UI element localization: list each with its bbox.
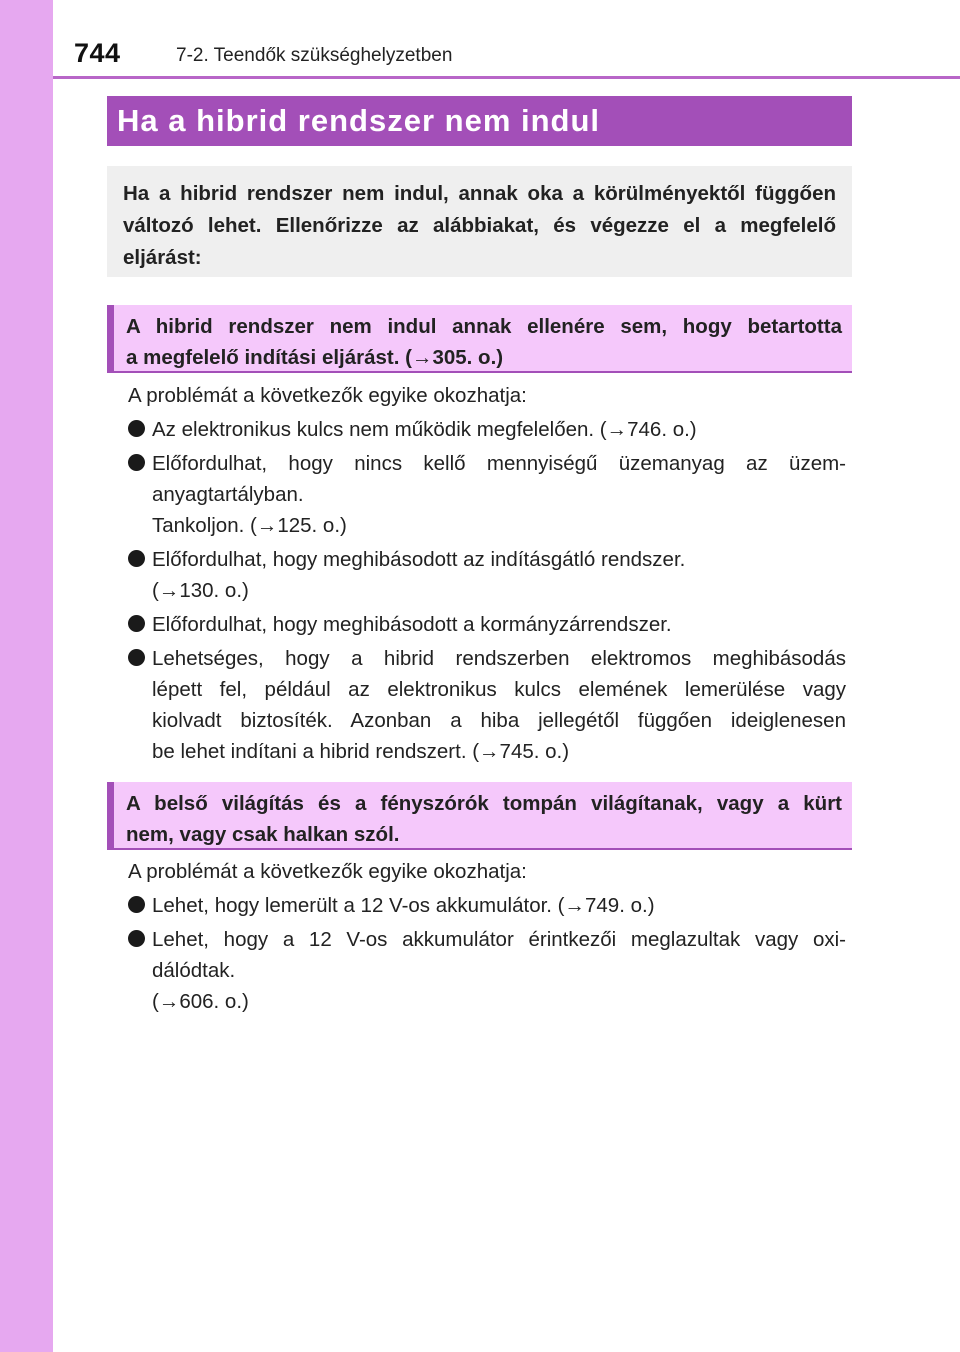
subsection-heading-2 [107, 782, 852, 850]
list-item-line: Lehetséges, hogy a hibrid rendszerben elektromos meghibásodás [152, 647, 846, 670]
list-item-line: Lehet, hogy a 12 V-os akkumulátor érintkezői meglazultak vagy oxi- [152, 928, 846, 951]
subsection-heading-1-line2: a megfelelő indítási eljárást. (→305. o.) [126, 346, 504, 369]
intro-box [107, 166, 852, 277]
list-item-line: Tankoljon. (→125. o.) [152, 514, 347, 537]
page-number: 744 [74, 38, 121, 68]
header-rule [53, 76, 960, 79]
list-item-line: Lehet, hogy lemerült a 12 V-os akkumulátor. (→749. o.) [152, 894, 655, 917]
list-item-line: (→130. o.) [152, 579, 249, 602]
list-item-line: lépett fel, például az elektronikus kulcs elemének lemerülése vagy [152, 678, 846, 701]
list-item-line: kiolvadt biztosíték. Azonban a hiba jellegétől függően ideiglenesen [152, 709, 846, 732]
subsection-heading-1 [107, 305, 852, 373]
subsection-heading-2-line1: A belső világítás és a fényszórók tompán világítanak, vagy a kürt [126, 792, 842, 815]
chapter-title: 7-2. Teendők szükséghelyzetben [176, 45, 453, 66]
bullet-icon [128, 454, 145, 471]
list-item [128, 544, 846, 606]
subsection-heading-2-line2: nem, vagy csak halkan szól. [126, 823, 400, 846]
side-color-tab [0, 0, 53, 1352]
list-item [128, 414, 846, 445]
list-item-line: Az elektronikus kulcs nem működik megfelelően. (→746. o.) [152, 418, 697, 441]
bullet-icon [128, 896, 145, 913]
bullet-icon [128, 550, 145, 567]
bullet-icon [128, 649, 145, 666]
list-item [128, 609, 846, 640]
list-item [128, 924, 846, 1017]
list-item-line: anyagtartályban. [152, 483, 304, 506]
list-item [128, 448, 846, 541]
list-item-line: be lehet indítani a hibrid rendszert. (→745. o.) [152, 740, 570, 763]
subsection-heading-1-line1: A hibrid rendszer nem indul annak ellenére sem, hogy betartotta [126, 315, 842, 338]
list-item-line: Előfordulhat, hogy nincs kellő mennyiségű üzemanyag az üzem- [152, 452, 846, 475]
list-item-line: Előfordulhat, hogy meghibásodott a kormányzárrendszer. [152, 613, 672, 636]
list-item [128, 890, 846, 921]
subsection-body-2 [128, 856, 846, 1017]
list-item-line: Előfordulhat, hogy meghibásodott az indításgátló rendszer. [152, 548, 686, 571]
intro-text: Ha a hibrid rendszer nem indul, annak oka a körülményektől függően változó lehet. Ellenőrizze az alábbiakat, és végezze el a megfelelő eljárást: [123, 182, 836, 269]
lead-text: A problémát a következők egyike okozhatja: [128, 384, 527, 407]
bullet-icon [128, 420, 145, 437]
list-item-line: dálódtak. [152, 959, 236, 982]
bullet-icon [128, 615, 145, 632]
list-item [128, 643, 846, 767]
lead-text: A problémát a következők egyike okozhatja: [128, 860, 527, 883]
list-item-line: (→606. o.) [152, 990, 249, 1013]
section-title: Ha a hibrid rendszer nem indul [117, 103, 601, 138]
section-title-bar [107, 96, 852, 146]
bullet-icon [128, 930, 145, 947]
subsection-body-1 [128, 380, 846, 767]
